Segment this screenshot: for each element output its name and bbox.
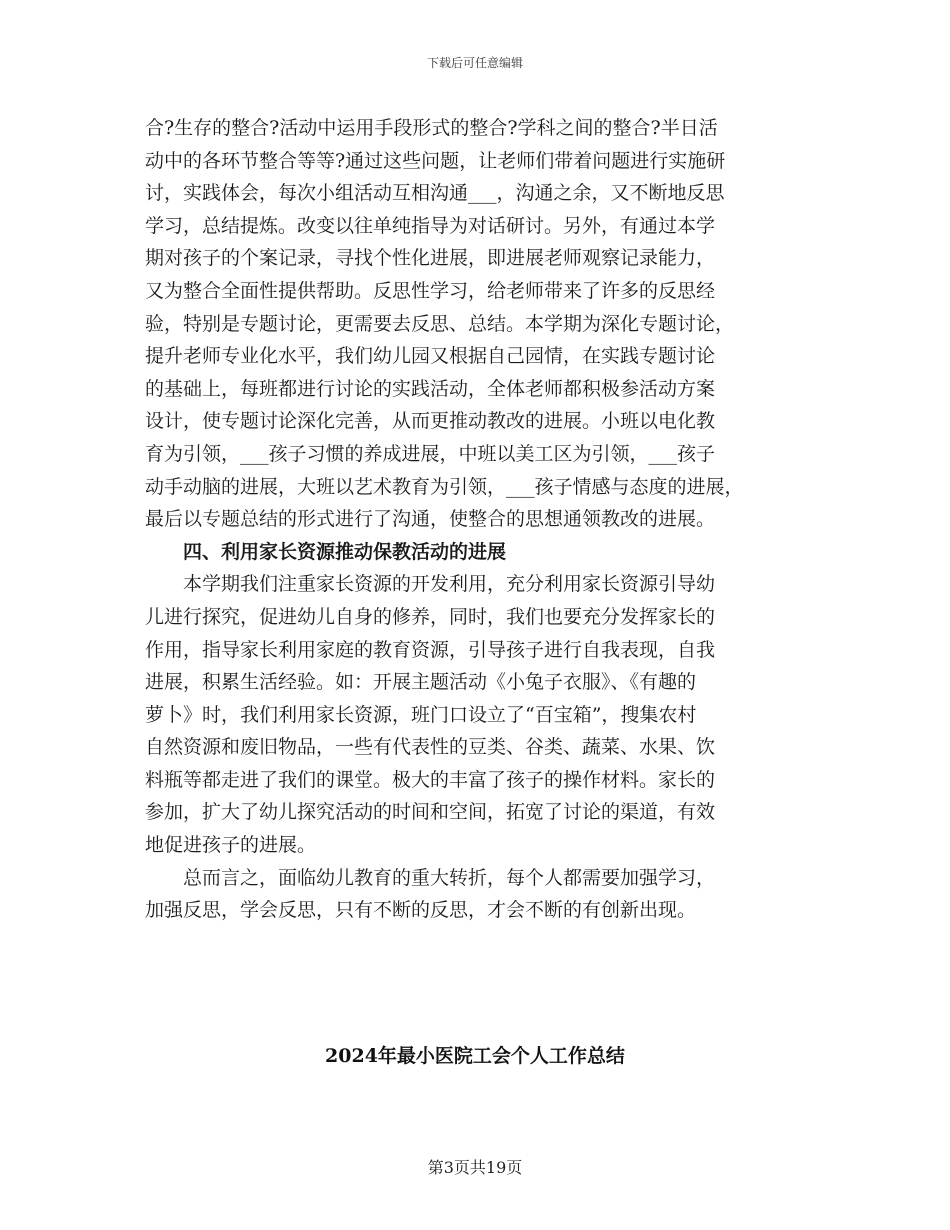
paragraph-line: 总而言之，面临幼儿教育的重大转折，每个人都需要加强学习， [145, 866, 716, 889]
paragraph-line: 作用，指导家长利用家庭的教育资源，引导孩子进行自我表现，自我 [145, 638, 716, 661]
paragraph-line: 本学期我们注重家长资源的开发利用，充分利用家长资源引导幼 [145, 573, 716, 596]
paragraph-line: 讨，实践体会，每次小组活动互相沟通___，沟通之余，又不断地反思 [145, 182, 725, 205]
page-footer: 第3页共19页 [427, 1158, 523, 1177]
paragraph-line: 最后以专题总结的形式进行了沟通，使整合的思想通领教改的进展。 [145, 508, 716, 531]
paragraph-line: 学习，总结提炼。改变以往单纯指导为对话研讨。另外，有通过本学 [145, 214, 716, 237]
paragraph-line: 加强反思，学会反思，只有不断的反思，才会不断的有创新出现。 [145, 899, 697, 922]
paragraph-line: 的基础上，每班都进行讨论的实践活动，全体老师都积极参活动方案 [145, 377, 716, 400]
paragraph-line: 料瓶等都走进了我们的课堂。极大的丰富了孩子的操作材料。家长的 [145, 768, 716, 791]
paragraph-line: 验，特别是专题讨论，更需要去反思、总结。本学期为深化专题讨论， [145, 312, 735, 335]
paragraph-line: 萝卜》时，我们利用家长资源，班门口设立了“百宝箱”，搜集农村 [145, 703, 697, 726]
body-text [145, 112, 825, 927]
page-header: 下载后可任意编辑 [426, 56, 523, 70]
paragraph-line: 自然资源和废旧物品，一些有代表性的豆类、谷类、蔬菜、水果、饮 [145, 736, 716, 759]
paragraph-line: 设计，使专题讨论深化完善，从而更推动教改的进展。小班以电化教 [145, 410, 716, 433]
paragraph-line: 儿进行探究，促进幼儿自身的修养，同时，我们也要充分发挥家长的 [145, 605, 716, 628]
paragraph-line: 动手动脑的进展，大班以艺术教育为引领，___孩子情感与态度的进展， [145, 475, 744, 498]
paragraph-line: 地促进孩子的进展。 [145, 834, 317, 857]
paragraph-line: 又为整合全面性提供帮助。反思性学习，给老师带来了许多的反思经 [145, 279, 716, 302]
next-document-title: 2024年最小医院工会个人工作总结 [325, 1045, 625, 1067]
paragraph-line: 动中的各环节整合等等?通过这些问题，让老师们带着问题进行实施研 [145, 149, 726, 172]
paragraph-line: 育为引领，___孩子习惯的养成进展，中班以美工区为引领，___孩子 [145, 442, 716, 465]
section-heading: 四、利用家长资源推动保教活动的进展 [145, 540, 507, 563]
paragraph-line: 进展，积累生活经验。如：开展主题活动《小兔子衣服》、《有趣的 [145, 671, 697, 694]
paragraph-line: 参加，扩大了幼儿探究活动的时间和空间，拓宽了讨论的渠道，有效 [145, 801, 716, 824]
paragraph-line: 合?生存的整合?活动中运用手段形式的整合?学科之间的整合?半日活 [145, 117, 718, 139]
paragraph-line: 期对孩子的个案记录，寻找个性化进展，即进展老师观察记录能力， [145, 247, 716, 270]
paragraph-line: 提升老师专业化水平，我们幼儿园又根据自己园情，在实践专题讨论 [145, 345, 716, 368]
